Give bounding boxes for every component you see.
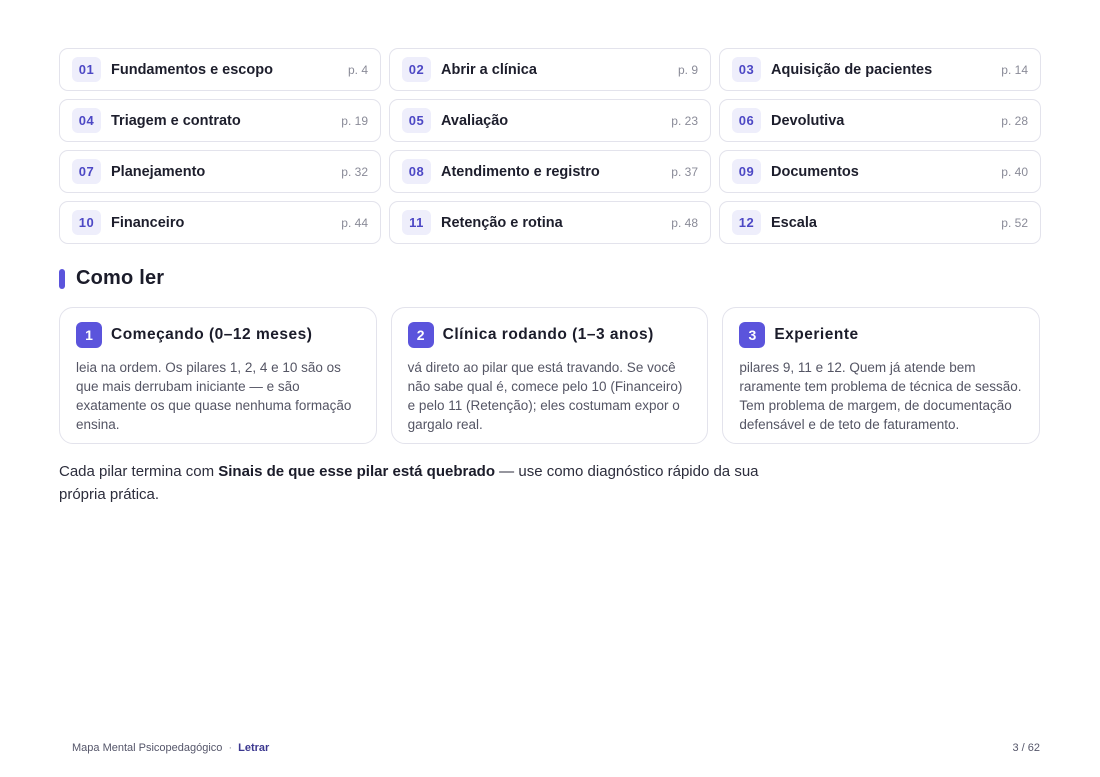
toc-title: Retenção e rotina	[441, 214, 563, 231]
reading-card-beginner	[59, 307, 377, 444]
table-of-contents	[59, 48, 1040, 244]
toc-item-03[interactable]	[719, 48, 1041, 91]
toc-number: 12	[732, 210, 761, 235]
toc-number: 10	[72, 210, 101, 235]
toc-number: 02	[402, 57, 431, 82]
card-text: vá direto ao pilar que está travando. Se você não sabe qual é, comece pelo 10 (Financeiro) e pelo 11 (Retenção); eles costumam expor o gargalo real.	[407, 360, 683, 432]
toc-title: Documentos	[771, 163, 859, 180]
toc-number: 06	[732, 108, 761, 133]
toc-item-04[interactable]	[59, 99, 381, 142]
reading-guide-cards	[59, 307, 1040, 444]
toc-item-11[interactable]	[389, 201, 711, 244]
card-text: leia na ordem. Os pilares 1, 2, 4 e 10 são os que mais derrubam iniciante — e são exatamente os que quase nenhuma formação ensina.	[76, 360, 352, 432]
toc-title: Fundamentos e escopo	[111, 61, 273, 78]
toc-page: p. 32	[341, 164, 368, 179]
toc-page: p. 14	[1001, 62, 1028, 77]
card-title: Começando (0–12 meses)	[111, 326, 313, 343]
toc-title: Financeiro	[111, 214, 185, 231]
page-indicator: 3 / 62	[1012, 742, 1040, 754]
toc-title: Planejamento	[111, 163, 206, 180]
toc-item-07[interactable]	[59, 150, 381, 193]
note-emphasis: Sinais de que esse pilar está quebrado	[218, 463, 496, 480]
card-header	[739, 322, 1023, 348]
card-number-badge: 2	[408, 322, 434, 348]
toc-item-09[interactable]	[719, 150, 1041, 193]
toc-item-05[interactable]	[389, 99, 711, 142]
toc-number: 08	[402, 159, 431, 184]
page-footer	[72, 742, 1040, 754]
toc-number: 09	[732, 159, 761, 184]
toc-page: p. 9	[677, 62, 698, 77]
reading-card-running-clinic	[391, 307, 709, 444]
card-title: Experiente	[774, 326, 859, 343]
footer-separator: ·	[228, 742, 233, 754]
card-header	[76, 322, 360, 348]
note-prefix: Cada pilar termina com	[59, 463, 219, 480]
toc-title: Triagem e contrato	[111, 112, 241, 129]
toc-item-12[interactable]	[719, 201, 1041, 244]
toc-title: Devolutiva	[771, 112, 845, 129]
toc-number: 07	[72, 159, 101, 184]
toc-item-01[interactable]	[59, 48, 381, 91]
toc-page: p. 23	[671, 113, 698, 128]
accent-bar	[59, 269, 65, 289]
toc-item-08[interactable]	[389, 150, 711, 193]
toc-title: Escala	[771, 214, 817, 231]
card-header	[408, 322, 692, 348]
toc-number: 05	[402, 108, 431, 133]
toc-page: p. 4	[347, 62, 368, 77]
card-title: Clínica rodando (1–3 anos)	[442, 326, 654, 343]
toc-item-10[interactable]	[59, 201, 381, 244]
card-text: pilares 9, 11 e 12. Quem já atende bem raramente tem problema de técnica de sessão. Tem problema de margem, de documentação defensável e de teto de faturamento.	[739, 360, 1022, 432]
toc-title: Avaliação	[441, 112, 509, 129]
toc-title: Aquisição de pacientes	[771, 61, 933, 78]
toc-title: Atendimento e registro	[441, 163, 600, 180]
footer-brand: Letrar	[238, 742, 270, 754]
reading-card-experienced	[722, 307, 1040, 444]
toc-number: 01	[72, 57, 101, 82]
toc-page: p. 40	[1001, 164, 1028, 179]
toc-title: Abrir a clínica	[441, 61, 537, 78]
section-title: Como ler	[76, 267, 165, 289]
toc-number: 04	[72, 108, 101, 133]
toc-item-02[interactable]	[389, 48, 711, 91]
toc-page: p. 37	[671, 164, 698, 179]
card-number-badge: 1	[76, 322, 102, 348]
toc-page: p. 28	[1001, 113, 1028, 128]
note-suffix: — use como diagnóstico rápido da sua própria prática.	[59, 463, 759, 503]
toc-number: 03	[732, 57, 761, 82]
toc-page: p. 48	[671, 215, 698, 230]
card-number-badge: 3	[739, 322, 765, 348]
footer-doc-title: Mapa Mental Psicopedagógico	[72, 742, 223, 754]
toc-page: p. 19	[341, 113, 368, 128]
diagnostic-note	[59, 460, 799, 506]
toc-item-06[interactable]	[719, 99, 1041, 142]
toc-number: 11	[402, 210, 431, 235]
toc-page: p. 44	[341, 215, 368, 230]
toc-page: p. 52	[1001, 215, 1028, 230]
section-heading	[59, 267, 164, 290]
